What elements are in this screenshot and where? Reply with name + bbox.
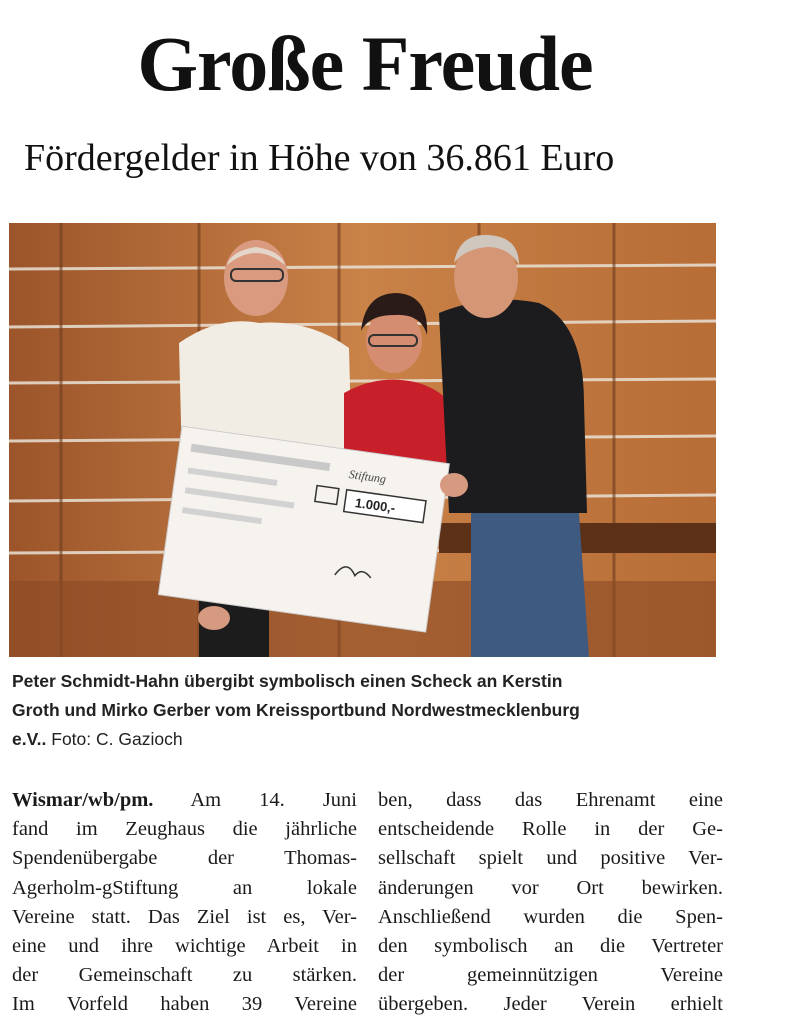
dateline: Wismar/wb/pm. [12, 789, 154, 811]
column-line: änderungen vor Ort bewirken. [378, 876, 723, 899]
column-line [12, 786, 357, 815]
column-line: fand im Zeughaus die jährliche [12, 818, 357, 841]
column-line: den symbolisch an die Vertreter [378, 935, 723, 958]
caption-line: Groth und Mirko Gerber vom Kreissportbund Nordwestmecklenburg [12, 700, 580, 720]
column-line: der gemeinnützigen Vereine [378, 964, 723, 987]
caption-line: Peter Schmidt-Hahn übergibt symbolisch einen Scheck an Kerstin [12, 671, 563, 691]
column-line: ben, dass das Ehrenamt eine [378, 789, 723, 811]
column-line: eine und ihre wichtige Arbeit in [12, 935, 357, 958]
photo-credit: Foto: C. Gazioch [46, 729, 183, 749]
article-column-1 [12, 786, 357, 1020]
check-signature: Stiftung [348, 466, 387, 487]
column-line: Im Vorfeld haben 39 Vereine [12, 993, 357, 1016]
column-line: der Gemeinschaft zu stärken. [12, 964, 357, 987]
column-line: Agerholm-gStiftung an lokale [12, 876, 357, 899]
check-amount: 1.000,- [354, 495, 397, 516]
article-column-2 [378, 786, 723, 1020]
column-line: Anschließend wurden die Spen- [378, 905, 723, 928]
column-line: entscheidende Rolle in der Ge- [378, 818, 723, 841]
column-line: Spendenübergabe der Thomas- [12, 847, 357, 870]
subheadline: Fördergelder in Höhe von 36.861 Euro [24, 137, 615, 179]
column-line: Vereine statt. Das Ziel ist es, Ver- [12, 905, 357, 928]
caption-last-bold: e.V.. [12, 729, 47, 749]
column-line-text: Am 14. Juni [153, 789, 357, 811]
headline: Große Freude [137, 20, 593, 107]
article-photo [9, 223, 716, 657]
caption-line [12, 725, 722, 754]
column-line: übergeben. Jeder Verein erhielt [378, 993, 723, 1016]
photo-caption [12, 667, 722, 754]
column-line: sellschaft spielt und positive Ver- [378, 847, 723, 870]
